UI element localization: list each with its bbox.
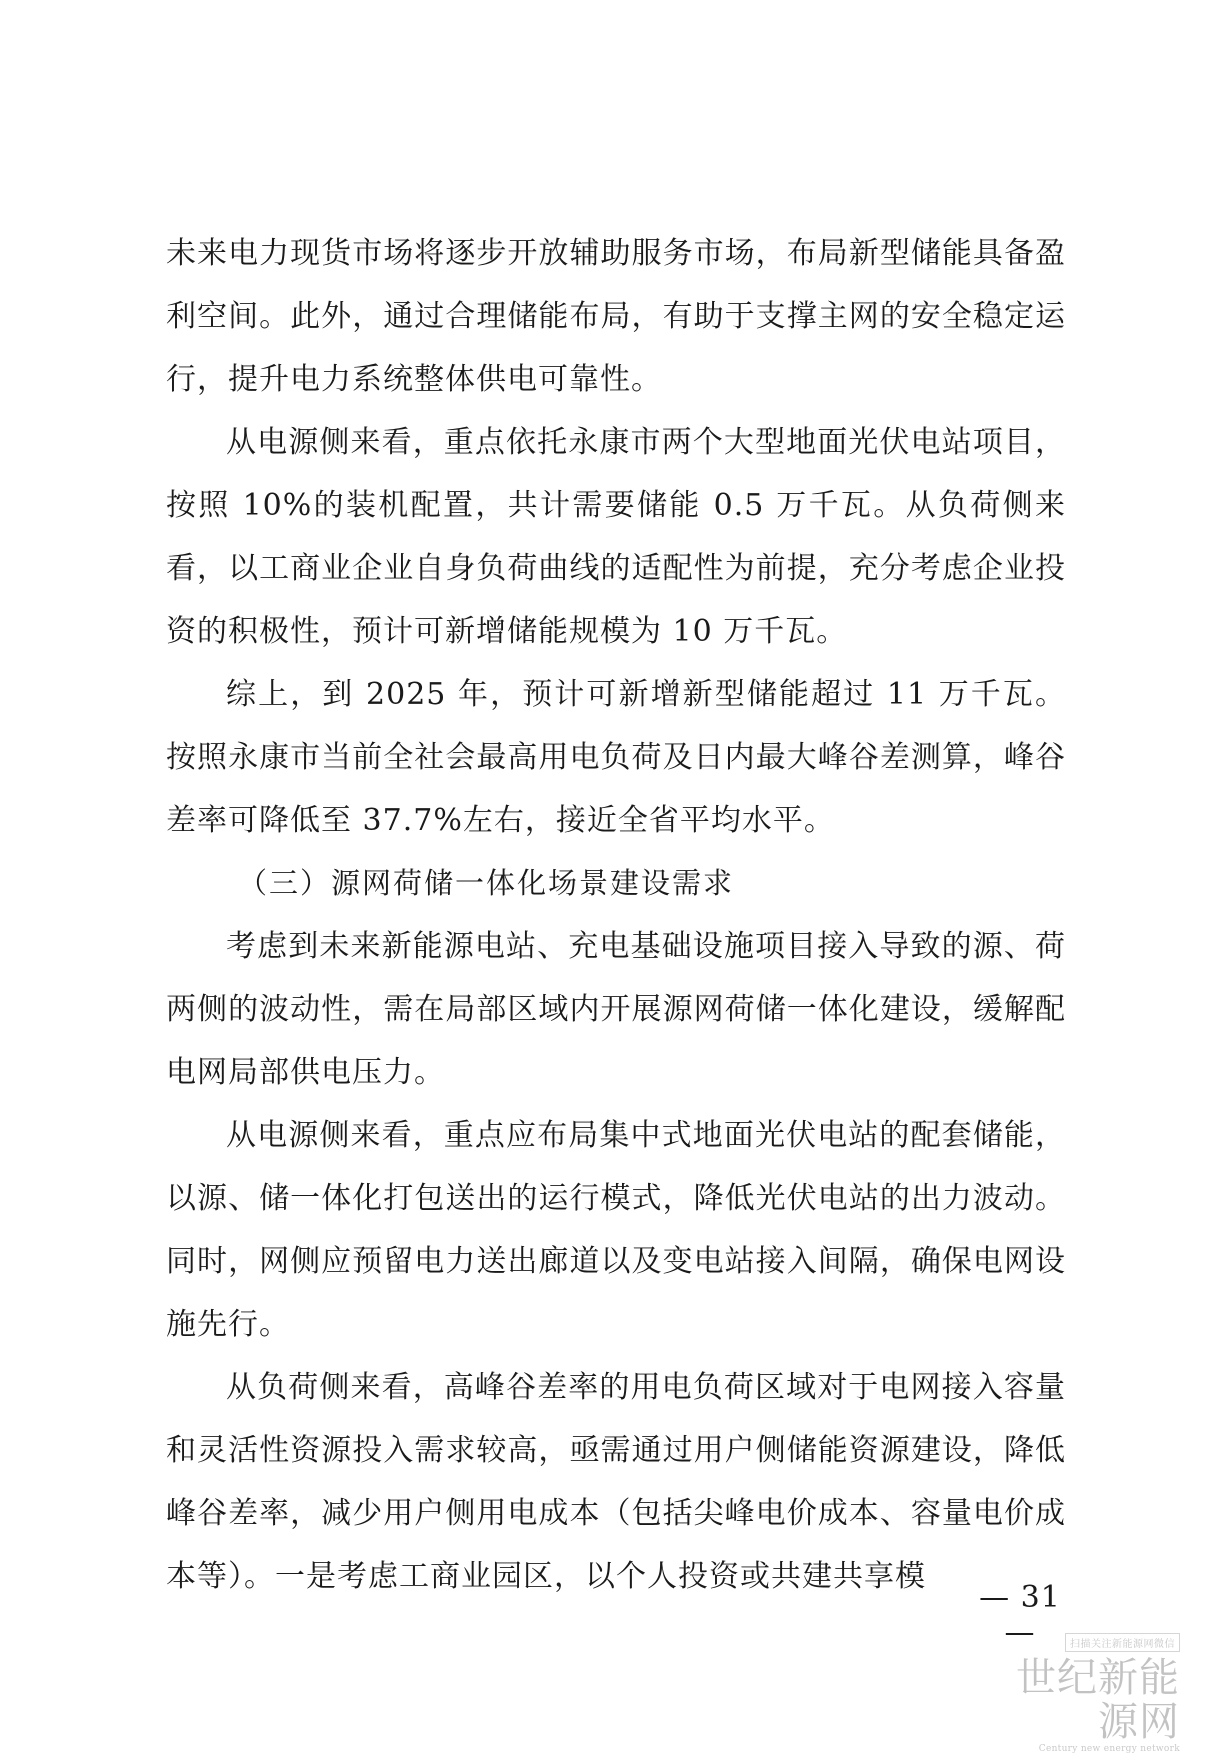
paragraph-6: 从负荷侧来看，高峰谷差率的用电负荷区域对于电网接入容量和灵活性资源投入需求较高，亟需通过用户侧储能资源建设，降低峰谷差率，减少用户侧用电成本（包括尖峰电价成本、容量电价成本等）。一是考虑工商业园区，以个人投资或共建共享模 xyxy=(166,1370,1066,1594)
paragraph-3: 综上，到 2025 年，预计可新增新型储能超过 11 万千瓦。按照永康市当前全社会最高用电负荷及日内最大峰谷差测算，峰谷差率可降低至 37.7%左右，接近全省平均水平。 xyxy=(166,677,1066,838)
watermark-title: 世纪新能源网 xyxy=(1016,1655,1180,1745)
paragraph-5: 从电源侧来看，重点应布局集中式地面光伏电站的配套储能，以源、储一体化打包送出的运行模式，降低光伏电站的出力波动。同时，网侧应预留电力送出廊道以及变电站接入间隔，确保电网设施先行。 xyxy=(166,1118,1066,1342)
paragraph-2: 从电源侧来看，重点依托永康市两个大型地面光伏电站项目，按照 10%的装机配置，共计需要储能 0.5 万千瓦。从负荷侧来看，以工商业企业自身负荷曲线的适配性为前提，充分考虑企业投资的积极性，预计可新增储能规模为 10 万千瓦。 xyxy=(166,425,1066,649)
watermark-logo xyxy=(980,1632,1180,1754)
section-heading: （三）源网荷储一体化场景建设需求 xyxy=(238,866,735,900)
paragraph-4: 考虑到未来新能源电站、充电基础设施项目接入导致的源、荷两侧的波动性，需在局部区域内开展源网荷储一体化建设，缓解配电网局部供电压力。 xyxy=(166,929,1066,1090)
watermark-english: Century new energy network xyxy=(1038,1744,1180,1754)
page-number: — 31 — xyxy=(979,1580,1061,1650)
paragraph-1: 未来电力现货市场将逐步开放辅助服务市场，布局新型储能具备盈利空间。此外，通过合理储能布局，有助于支撑主网的安全稳定运行，提升电力系统整体供电可靠性。 xyxy=(166,236,1066,397)
watermark-caption: 扫描关注新能源网微信 xyxy=(1065,1633,1180,1652)
body-text xyxy=(166,222,1066,1608)
